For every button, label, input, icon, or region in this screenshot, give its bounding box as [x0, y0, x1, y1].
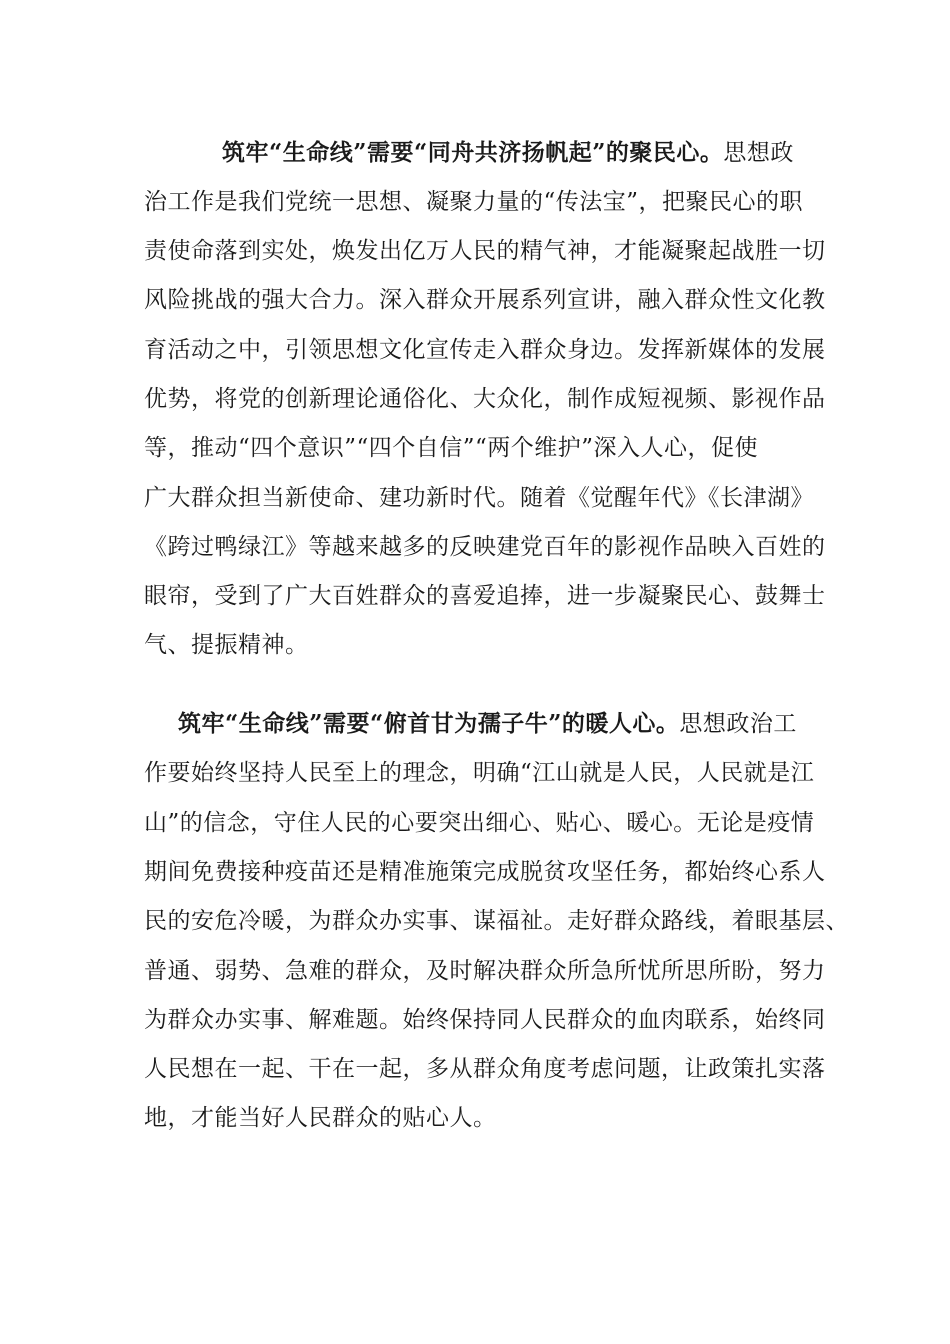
paragraph-1-line-6: 优势，将党的创新理论通俗化、大众化，制作成短视频、影视作品 [144, 386, 826, 412]
paragraph-2-line-5: 民的安危冷暖，为群众办实事、谋福祉。走好群众路线，着眼基层、 [144, 908, 849, 934]
paragraph-2-line-6: 普通、弱势、急难的群众，及时解决群众所急所忧所思所盼，努力 [144, 958, 826, 984]
paragraph-1-line-2: 治工作是我们党统一思想、凝聚力量的“传法宝”，把聚民心的职 [144, 189, 804, 215]
paragraph-2-line-2: 作要始终坚持人民至上的理念，明确“江山就是人民，人民就是江 [144, 760, 815, 786]
paragraph-1-line-1: 思想政 [723, 140, 794, 166]
paragraph-2-line-3: 山”的信念，守住人民的心要突出细心、贴心、暖心。无论是疫情 [144, 810, 815, 836]
paragraph-1-line-10: 眼帘，受到了广大百姓群众的喜爱追捧，进一步凝聚民心、鼓舞士 [144, 583, 826, 609]
paragraph-2-line-8: 人民想在一起、干在一起，多从群众角度考虑问题，让政策扎实落 [144, 1056, 826, 1082]
paragraph-2-line-7: 为群众办实事、解难题。始终保持同人民群众的血肉联系，始终同 [144, 1007, 826, 1033]
paragraph-2-line-9: 地，才能当好人民群众的贴心人。 [144, 1105, 497, 1131]
paragraph-2-lead: 筑牢“生命线”需要“俯首甘为孺子牛”的暖人心。 [178, 710, 680, 737]
paragraph-2-first-line [178, 709, 797, 739]
paragraph-1-line-8: 广大群众担当新使命、建功新时代。随着《觉醒年代》《长津湖》 [144, 485, 814, 511]
paragraph-1-line-11: 气、提振精神。 [144, 632, 309, 658]
paragraph-1-line-7: 等，推动“四个意识”“四个自信”“两个维护”深入人心，促使 [144, 435, 759, 461]
paragraph-2-line-4: 期间免费接种疫苗还是精准施策完成脱贫攻坚任务，都始终心系人 [144, 859, 826, 885]
paragraph-1-line-4: 风险挑战的强大合力。深入群众开展系列宣讲，融入群众性文化教 [144, 287, 826, 313]
paragraph-1-first-line [222, 138, 794, 168]
paragraph-1-line-9: 《跨过鸭绿江》等越来越多的反映建党百年的影视作品映入百姓的 [144, 534, 826, 560]
paragraph-1-line-5: 育活动之中，引领思想文化宣传走入群众身边。发挥新媒体的发展 [144, 337, 826, 363]
paragraph-1-lead: 筑牢“生命线”需要“同舟共济扬帆起”的聚民心。 [222, 139, 724, 166]
paragraph-2-line-1: 思想政治工 [679, 711, 797, 737]
paragraph-1-line-3: 责使命落到实处，焕发出亿万人民的精气神，才能凝聚起战胜一切 [144, 238, 826, 264]
